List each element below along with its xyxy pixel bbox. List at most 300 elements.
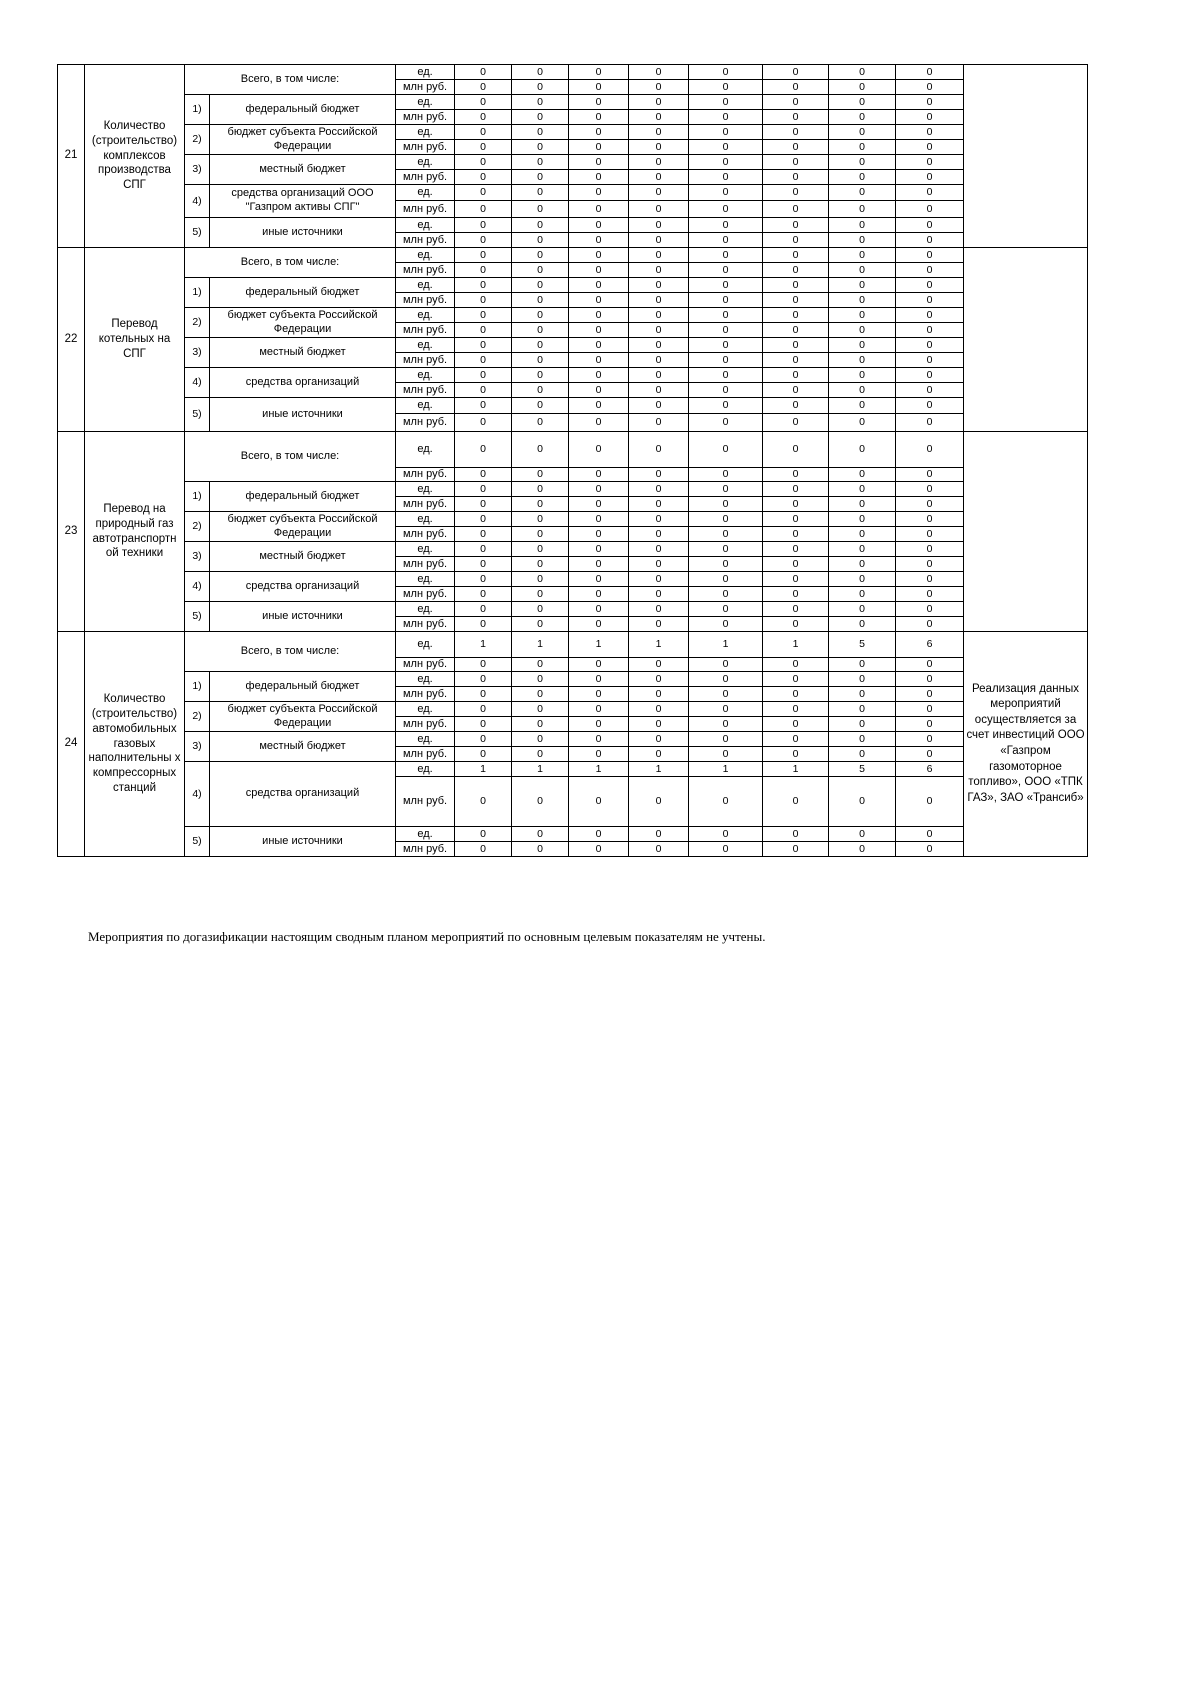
value-cell: 0 <box>896 95 964 110</box>
table-row <box>58 278 1088 293</box>
footnote: Мероприятия по догазификации настоящим сводным планом мероприятий по основным целевым показателям не учтены. <box>88 929 766 944</box>
value-cell: 0 <box>455 842 512 857</box>
value-cell: 0 <box>763 572 829 587</box>
value-cell: 0 <box>455 293 512 308</box>
value-cell: 0 <box>629 602 689 617</box>
source-number: 1) <box>185 672 210 702</box>
value-cell: 0 <box>455 353 512 368</box>
unit-cell: млн руб. <box>396 414 455 432</box>
value-cell: 0 <box>455 185 512 201</box>
value-cell: 0 <box>569 293 629 308</box>
value-cell: 0 <box>455 398 512 414</box>
source-label: федеральный бюджет <box>210 482 396 512</box>
unit-cell: млн руб. <box>396 383 455 398</box>
value-cell: 1 <box>763 632 829 658</box>
value-cell: 0 <box>763 218 829 233</box>
table-row <box>58 732 1088 747</box>
value-cell: 0 <box>829 468 896 482</box>
source-label: иные источники <box>210 827 396 857</box>
value-cell: 0 <box>763 308 829 323</box>
value-cell: 0 <box>629 672 689 687</box>
value-cell: 0 <box>689 468 763 482</box>
value-cell: 0 <box>569 353 629 368</box>
value-cell: 0 <box>896 587 964 602</box>
value-cell: 0 <box>829 827 896 842</box>
source-label: местный бюджет <box>210 732 396 762</box>
table-row <box>58 762 1088 777</box>
value-cell: 0 <box>829 353 896 368</box>
value-cell: 0 <box>689 218 763 233</box>
value-cell: 0 <box>896 368 964 383</box>
value-cell: 0 <box>569 687 629 702</box>
value-cell: 0 <box>629 587 689 602</box>
value-cell: 0 <box>512 80 569 95</box>
unit-cell: млн руб. <box>396 777 455 827</box>
value-cell: 0 <box>455 278 512 293</box>
value-cell: 0 <box>455 717 512 732</box>
value-cell: 0 <box>569 338 629 353</box>
value-cell: 0 <box>512 717 569 732</box>
value-cell: 0 <box>829 687 896 702</box>
value-cell: 0 <box>689 587 763 602</box>
value-cell: 1 <box>512 762 569 777</box>
value-cell: 0 <box>455 747 512 762</box>
value-cell: 0 <box>512 512 569 527</box>
value-cell: 0 <box>455 658 512 672</box>
value-cell: 0 <box>763 353 829 368</box>
value-cell: 0 <box>569 572 629 587</box>
table-row <box>58 542 1088 557</box>
value-cell: 0 <box>689 110 763 125</box>
table-row <box>58 512 1088 527</box>
value-cell: 0 <box>512 617 569 632</box>
unit-cell: ед. <box>396 125 455 140</box>
value-cell: 0 <box>569 110 629 125</box>
value-cell: 0 <box>829 383 896 398</box>
value-cell: 0 <box>829 747 896 762</box>
value-cell: 0 <box>829 95 896 110</box>
table-row <box>58 125 1088 140</box>
value-cell: 0 <box>689 353 763 368</box>
value-cell: 0 <box>569 201 629 218</box>
value-cell: 0 <box>512 658 569 672</box>
value-cell: 0 <box>829 512 896 527</box>
value-cell: 0 <box>896 170 964 185</box>
value-cell: 0 <box>455 617 512 632</box>
source-label: средства организаций <box>210 572 396 602</box>
value-cell: 0 <box>763 170 829 185</box>
source-number: 3) <box>185 338 210 368</box>
value-cell: 0 <box>896 398 964 414</box>
value-cell: 0 <box>455 527 512 542</box>
unit-cell: ед. <box>396 572 455 587</box>
value-cell: 0 <box>569 432 629 468</box>
source-label: иные источники <box>210 218 396 248</box>
value-cell: 0 <box>689 338 763 353</box>
value-cell: 0 <box>512 687 569 702</box>
value-cell: 0 <box>829 398 896 414</box>
value-cell: 0 <box>569 747 629 762</box>
unit-cell: млн руб. <box>396 468 455 482</box>
note-cell <box>964 248 1088 432</box>
value-cell: 0 <box>512 747 569 762</box>
value-cell: 0 <box>896 218 964 233</box>
value-cell: 0 <box>689 827 763 842</box>
value-cell: 0 <box>455 602 512 617</box>
value-cell: 1 <box>455 632 512 658</box>
value-cell: 1 <box>629 632 689 658</box>
source-number: 4) <box>185 185 210 218</box>
value-cell: 0 <box>689 80 763 95</box>
value-cell: 5 <box>829 632 896 658</box>
value-cell: 0 <box>629 414 689 432</box>
value-cell: 0 <box>896 278 964 293</box>
value-cell: 0 <box>569 717 629 732</box>
unit-cell: ед. <box>396 65 455 80</box>
unit-cell: ед. <box>396 827 455 842</box>
value-cell: 0 <box>763 201 829 218</box>
value-cell: 0 <box>455 468 512 482</box>
value-cell: 0 <box>569 308 629 323</box>
table-row <box>58 572 1088 587</box>
unit-cell: ед. <box>396 762 455 777</box>
table-row <box>58 632 1088 658</box>
value-cell: 0 <box>629 263 689 278</box>
value-cell: 0 <box>569 263 629 278</box>
value-cell: 0 <box>512 263 569 278</box>
value-cell: 0 <box>629 368 689 383</box>
value-cell: 0 <box>629 308 689 323</box>
value-cell: 0 <box>455 110 512 125</box>
source-label: бюджет субъекта Российской Федерации <box>210 308 396 338</box>
unit-cell: ед. <box>396 672 455 687</box>
value-cell: 1 <box>569 632 629 658</box>
value-cell: 0 <box>629 527 689 542</box>
unit-cell: млн руб. <box>396 717 455 732</box>
value-cell: 0 <box>689 702 763 717</box>
table-row <box>58 155 1088 170</box>
unit-cell: ед. <box>396 542 455 557</box>
value-cell: 0 <box>829 777 896 827</box>
value-cell: 0 <box>455 218 512 233</box>
value-cell: 0 <box>629 842 689 857</box>
value-cell: 0 <box>763 747 829 762</box>
value-cell: 0 <box>569 527 629 542</box>
value-cell: 0 <box>763 398 829 414</box>
value-cell: 0 <box>763 233 829 248</box>
section-name: Перевод котельных на СПГ <box>85 248 185 432</box>
source-number: 5) <box>185 218 210 248</box>
value-cell: 0 <box>455 732 512 747</box>
value-cell: 1 <box>455 762 512 777</box>
source-label: бюджет субъекта Российской Федерации <box>210 512 396 542</box>
value-cell: 0 <box>896 672 964 687</box>
value-cell: 0 <box>455 80 512 95</box>
total-label: Всего, в том числе: <box>185 432 396 482</box>
source-label: федеральный бюджет <box>210 278 396 308</box>
section-number: 21 <box>58 65 85 248</box>
value-cell: 0 <box>689 747 763 762</box>
unit-cell: млн руб. <box>396 323 455 338</box>
value-cell: 0 <box>512 602 569 617</box>
section-number: 23 <box>58 432 85 632</box>
value-cell: 0 <box>569 323 629 338</box>
source-number: 3) <box>185 732 210 762</box>
value-cell: 0 <box>455 512 512 527</box>
value-cell: 0 <box>512 218 569 233</box>
value-cell: 0 <box>629 170 689 185</box>
value-cell: 0 <box>689 777 763 827</box>
unit-cell: млн руб. <box>396 293 455 308</box>
value-cell: 0 <box>569 842 629 857</box>
source-number: 1) <box>185 278 210 308</box>
value-cell: 0 <box>689 308 763 323</box>
value-cell: 0 <box>763 777 829 827</box>
value-cell: 0 <box>763 602 829 617</box>
value-cell: 0 <box>512 233 569 248</box>
value-cell: 0 <box>829 233 896 248</box>
value-cell: 0 <box>512 278 569 293</box>
value-cell: 0 <box>512 572 569 587</box>
value-cell: 0 <box>512 432 569 468</box>
value-cell: 0 <box>829 658 896 672</box>
value-cell: 0 <box>629 702 689 717</box>
value-cell: 0 <box>689 557 763 572</box>
value-cell: 0 <box>896 497 964 512</box>
value-cell: 0 <box>569 672 629 687</box>
table-row <box>58 398 1088 414</box>
note-cell <box>964 432 1088 632</box>
value-cell: 0 <box>512 155 569 170</box>
value-cell: 0 <box>629 687 689 702</box>
value-cell: 0 <box>896 468 964 482</box>
value-cell: 0 <box>629 482 689 497</box>
value-cell: 0 <box>512 185 569 201</box>
value-cell: 0 <box>569 497 629 512</box>
value-cell: 0 <box>896 777 964 827</box>
unit-cell: млн руб. <box>396 353 455 368</box>
value-cell: 0 <box>569 658 629 672</box>
source-label: иные источники <box>210 398 396 432</box>
value-cell: 0 <box>512 497 569 512</box>
value-cell: 0 <box>512 542 569 557</box>
value-cell: 0 <box>829 432 896 468</box>
value-cell: 0 <box>455 125 512 140</box>
value-cell: 0 <box>763 432 829 468</box>
value-cell: 0 <box>689 248 763 263</box>
value-cell: 0 <box>829 80 896 95</box>
value-cell: 0 <box>512 201 569 218</box>
value-cell: 0 <box>896 110 964 125</box>
value-cell: 0 <box>829 557 896 572</box>
value-cell: 0 <box>629 293 689 308</box>
value-cell: 0 <box>455 687 512 702</box>
unit-cell: ед. <box>396 398 455 414</box>
unit-cell: млн руб. <box>396 747 455 762</box>
value-cell: 0 <box>629 827 689 842</box>
value-cell: 0 <box>896 248 964 263</box>
value-cell: 0 <box>689 233 763 248</box>
section-number: 24 <box>58 632 85 857</box>
value-cell: 1 <box>689 762 763 777</box>
value-cell: 0 <box>689 170 763 185</box>
source-number: 4) <box>185 368 210 398</box>
source-label: федеральный бюджет <box>210 95 396 125</box>
value-cell: 0 <box>763 95 829 110</box>
value-cell: 0 <box>629 557 689 572</box>
value-cell: 0 <box>629 353 689 368</box>
value-cell: 0 <box>455 777 512 827</box>
value-cell: 0 <box>512 842 569 857</box>
value-cell: 0 <box>689 687 763 702</box>
value-cell: 0 <box>569 468 629 482</box>
value-cell: 0 <box>896 263 964 278</box>
value-cell: 0 <box>829 248 896 263</box>
value-cell: 0 <box>629 432 689 468</box>
value-cell: 0 <box>512 170 569 185</box>
value-cell: 0 <box>896 233 964 248</box>
value-cell: 0 <box>689 732 763 747</box>
value-cell: 0 <box>763 842 829 857</box>
value-cell: 0 <box>763 702 829 717</box>
unit-cell: млн руб. <box>396 170 455 185</box>
value-cell: 0 <box>569 140 629 155</box>
value-cell: 0 <box>896 155 964 170</box>
value-cell: 0 <box>689 617 763 632</box>
value-cell: 0 <box>829 263 896 278</box>
value-cell: 0 <box>689 482 763 497</box>
value-cell: 0 <box>763 140 829 155</box>
value-cell: 0 <box>455 572 512 587</box>
value-cell: 0 <box>896 602 964 617</box>
value-cell: 1 <box>569 762 629 777</box>
value-cell: 0 <box>512 672 569 687</box>
source-label: местный бюджет <box>210 542 396 572</box>
value-cell: 0 <box>629 80 689 95</box>
value-cell: 0 <box>629 323 689 338</box>
value-cell: 0 <box>569 702 629 717</box>
value-cell: 0 <box>455 170 512 185</box>
value-cell: 0 <box>829 587 896 602</box>
source-number: 2) <box>185 125 210 155</box>
source-number: 3) <box>185 542 210 572</box>
unit-cell: ед. <box>396 702 455 717</box>
value-cell: 0 <box>689 140 763 155</box>
value-cell: 0 <box>896 125 964 140</box>
value-cell: 0 <box>569 170 629 185</box>
unit-cell: млн руб. <box>396 263 455 278</box>
unit-cell: ед. <box>396 185 455 201</box>
value-cell: 0 <box>569 80 629 95</box>
source-label: бюджет субъекта Российской Федерации <box>210 702 396 732</box>
value-cell: 0 <box>689 65 763 80</box>
table-row <box>58 482 1088 497</box>
source-label: средства организаций ООО "Газпром активы СПГ" <box>210 185 396 218</box>
value-cell: 0 <box>689 201 763 218</box>
unit-cell: ед. <box>396 368 455 383</box>
value-cell: 0 <box>763 383 829 398</box>
value-cell: 0 <box>569 155 629 170</box>
value-cell: 0 <box>689 293 763 308</box>
value-cell: 6 <box>896 632 964 658</box>
value-cell: 0 <box>569 542 629 557</box>
value-cell: 0 <box>763 368 829 383</box>
table-row <box>58 602 1088 617</box>
value-cell: 0 <box>829 672 896 687</box>
unit-cell: ед. <box>396 95 455 110</box>
value-cell: 0 <box>829 717 896 732</box>
value-cell: 0 <box>629 338 689 353</box>
value-cell: 0 <box>455 702 512 717</box>
value-cell: 0 <box>763 658 829 672</box>
unit-cell: ед. <box>396 278 455 293</box>
value-cell: 0 <box>512 468 569 482</box>
value-cell: 0 <box>512 587 569 602</box>
value-cell: 0 <box>829 842 896 857</box>
value-cell: 0 <box>829 155 896 170</box>
value-cell: 0 <box>569 248 629 263</box>
value-cell: 0 <box>629 572 689 587</box>
table-row <box>58 338 1088 353</box>
source-label: бюджет субъекта Российской Федерации <box>210 125 396 155</box>
value-cell: 0 <box>629 110 689 125</box>
value-cell: 0 <box>689 398 763 414</box>
value-cell: 0 <box>896 827 964 842</box>
source-label: местный бюджет <box>210 338 396 368</box>
value-cell: 1 <box>763 762 829 777</box>
value-cell: 0 <box>829 110 896 125</box>
value-cell: 0 <box>829 323 896 338</box>
value-cell: 0 <box>455 233 512 248</box>
value-cell: 0 <box>689 185 763 201</box>
source-number: 5) <box>185 827 210 857</box>
value-cell: 0 <box>689 278 763 293</box>
value-cell: 0 <box>569 732 629 747</box>
value-cell: 0 <box>455 383 512 398</box>
value-cell: 0 <box>896 482 964 497</box>
value-cell: 0 <box>896 658 964 672</box>
value-cell: 0 <box>512 732 569 747</box>
value-cell: 0 <box>569 512 629 527</box>
value-cell: 0 <box>896 572 964 587</box>
value-cell: 0 <box>829 414 896 432</box>
value-cell: 0 <box>629 777 689 827</box>
value-cell: 0 <box>829 170 896 185</box>
unit-cell: млн руб. <box>396 842 455 857</box>
value-cell: 0 <box>629 65 689 80</box>
source-label: местный бюджет <box>210 155 396 185</box>
value-cell: 0 <box>829 308 896 323</box>
value-cell: 0 <box>763 323 829 338</box>
value-cell: 0 <box>629 497 689 512</box>
value-cell: 0 <box>896 717 964 732</box>
value-cell: 0 <box>763 482 829 497</box>
value-cell: 0 <box>896 338 964 353</box>
value-cell: 0 <box>569 617 629 632</box>
value-cell: 0 <box>569 65 629 80</box>
value-cell: 0 <box>455 542 512 557</box>
value-cell: 0 <box>512 65 569 80</box>
value-cell: 0 <box>763 263 829 278</box>
value-cell: 0 <box>629 155 689 170</box>
unit-cell: ед. <box>396 248 455 263</box>
value-cell: 0 <box>896 732 964 747</box>
value-cell: 0 <box>829 140 896 155</box>
value-cell: 0 <box>763 248 829 263</box>
funding-table <box>57 64 1088 857</box>
value-cell: 0 <box>512 353 569 368</box>
value-cell: 0 <box>455 323 512 338</box>
